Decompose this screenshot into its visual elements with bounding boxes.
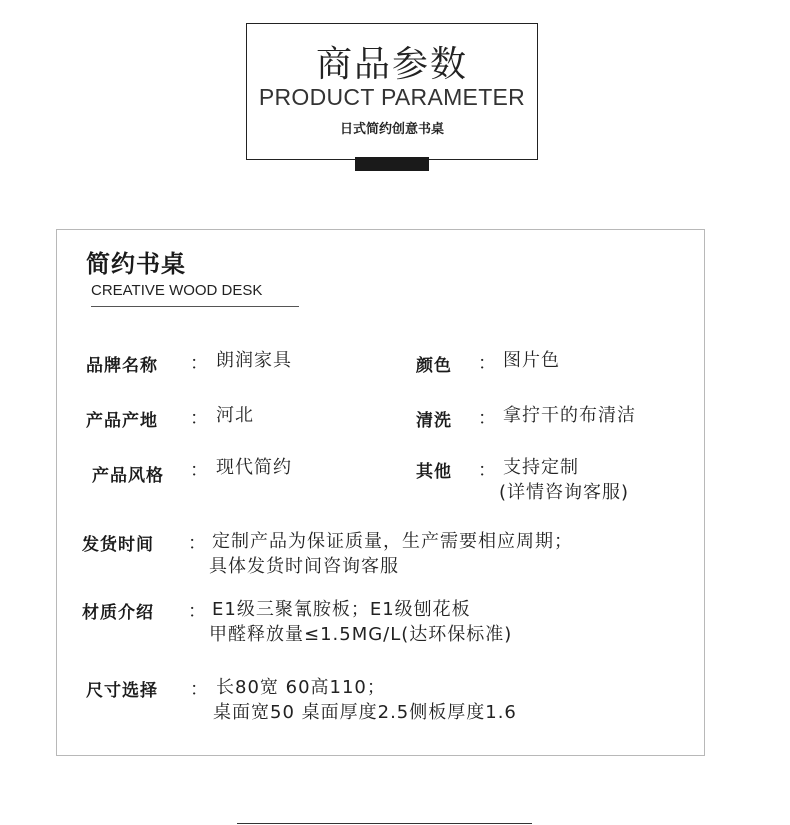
color-value: 图片色 bbox=[503, 350, 560, 371]
size-label: 尺寸选择 bbox=[86, 681, 158, 701]
material-colon: ： bbox=[188, 601, 206, 622]
other-value-line2: (详情咨询客服) bbox=[499, 482, 630, 503]
cleaning-colon: ： bbox=[478, 408, 496, 429]
other-colon: ： bbox=[478, 460, 496, 481]
origin-label: 产品产地 bbox=[86, 411, 158, 431]
color-label: 颜色 bbox=[416, 356, 452, 376]
size-colon: ： bbox=[190, 679, 208, 700]
other-label: 其他 bbox=[416, 462, 452, 482]
brand-label: 品牌名称 bbox=[86, 356, 158, 376]
material-label: 材质介绍 bbox=[82, 603, 154, 623]
bottom-divider bbox=[237, 823, 532, 824]
panel-subtitle: CREATIVE WOOD DESK bbox=[91, 282, 263, 299]
header-accent-bar bbox=[355, 157, 429, 171]
origin-value: 河北 bbox=[216, 405, 254, 426]
style-value: 现代简约 bbox=[216, 457, 292, 478]
shipping-label: 发货时间 bbox=[82, 535, 154, 555]
color-colon: ： bbox=[478, 353, 496, 374]
brand-value: 朗润家具 bbox=[216, 350, 292, 371]
header-title: 商品参数 bbox=[315, 44, 468, 85]
other-value-line1: 支持定制 bbox=[503, 457, 579, 478]
header-subtitle: 日式简约创意书桌 bbox=[339, 122, 444, 137]
cleaning-value: 拿拧干的布清洁 bbox=[503, 405, 636, 426]
header-title-en: PRODUCT PARAMETER bbox=[258, 84, 526, 110]
panel-title: 简约书桌 bbox=[86, 250, 186, 278]
material-value-line1: E1级三聚氰胺板；E1级刨花板 bbox=[212, 599, 471, 620]
size-value-line1: 长80宽 60高110； bbox=[216, 677, 386, 698]
cleaning-label: 清洗 bbox=[416, 411, 452, 431]
shipping-colon: ： bbox=[188, 533, 206, 554]
style-label: 产品风格 bbox=[92, 466, 164, 486]
panel-title-underline bbox=[91, 306, 299, 307]
brand-colon: ： bbox=[190, 353, 208, 374]
header-title-box bbox=[246, 23, 538, 160]
material-value-line2: 甲醛释放量≤1.5MG/L(达环保标准) bbox=[209, 624, 513, 645]
shipping-value-line1: 定制产品为保证质量，生产需要相应周期； bbox=[212, 531, 573, 552]
origin-colon: ： bbox=[190, 408, 208, 429]
size-value-line2: 桌面宽50 桌面厚度2.5侧板厚度1.6 bbox=[213, 702, 517, 723]
style-colon: ： bbox=[190, 460, 208, 481]
shipping-value-line2: 具体发货时间咨询客服 bbox=[209, 556, 399, 577]
